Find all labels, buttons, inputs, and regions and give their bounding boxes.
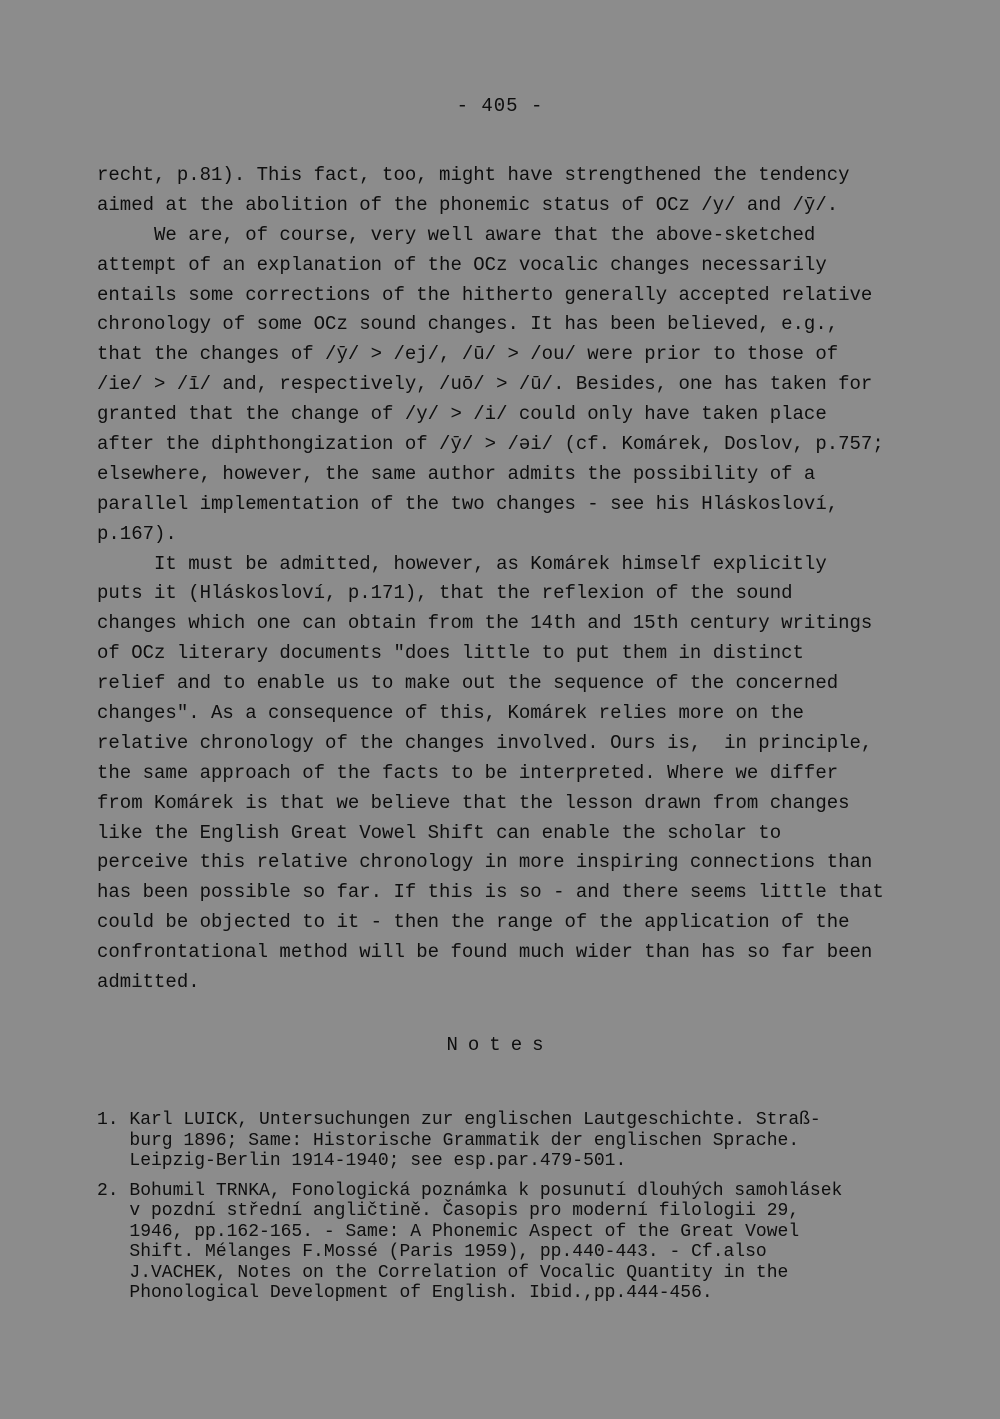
text-line: elsewhere, however, the same author admits the possibility of a: [97, 462, 816, 485]
body-text: [97, 161, 912, 998]
text-line: changes". As a consequence of this, Komárek relies more on the: [97, 702, 804, 725]
note-line: Leipzig-Berlin 1914-1940; see esp.par.479-501.: [97, 1151, 627, 1171]
note-item: [97, 1181, 927, 1304]
text-line: like the English Great Vowel Shift can enable the scholar to: [97, 821, 782, 844]
note-line: J.VACHEK, Notes on the Correlation of Vocalic Quantity in the: [97, 1262, 789, 1283]
text-line: entails some corrections of the hitherto generally accepted relative: [97, 283, 873, 306]
text-line: relief and to enable us to make out the sequence of the concerned: [97, 672, 839, 695]
text-line: attempt of an explanation of the OCz vocalic changes necessarily: [97, 253, 827, 276]
notes-heading: Notes: [446, 1034, 554, 1056]
text-line: perceive this relative chronology in more inspiring connections than: [97, 851, 873, 874]
note-item: [97, 1110, 927, 1172]
text-line: We are, of course, very well aware that the above-sketched: [97, 223, 816, 246]
text-line: puts it (Hláskosloví, p.171), that the reflexion of the sound: [97, 582, 793, 605]
text-line: parallel implementation of the two changes - see his Hláskosloví,: [97, 492, 839, 515]
text-line: confrontational method will be found much wider than has so far been: [97, 941, 873, 964]
text-line: p.167).: [97, 522, 177, 545]
text-line: changes which one can obtain from the 14th and 15th century writings: [97, 612, 873, 635]
text-line: aimed at the abolition of the phonemic status of OCz /y/ and /ȳ/.: [97, 193, 839, 216]
note-line: burg 1896; Same: Historische Grammatik der englischen Sprache.: [97, 1130, 800, 1151]
text-line: the same approach of the facts to be interpreted. Where we differ: [97, 761, 839, 784]
note-line: 1. Karl LUICK, Untersuchungen zur englischen Lautgeschichte. Straß-: [97, 1110, 821, 1130]
text-line: recht, p.81). This fact, too, might have strengthened the tendency: [97, 164, 850, 186]
text-line: granted that the change of /y/ > /i/ could only have taken place: [97, 403, 827, 426]
note-line: Phonological Development of English. Ibid.,pp.444-456.: [97, 1283, 713, 1303]
page-number: - 405 -: [456, 95, 544, 117]
text-line: admitted.: [97, 971, 200, 994]
text-line: could be objected to it - then the range of the application of the: [97, 911, 850, 934]
text-line: It must be admitted, however, as Komárek himself explicitly: [97, 552, 827, 575]
text-line: that the changes of /ȳ/ > /ej/, /ū/ > /ou/ were prior to those of: [97, 343, 839, 366]
notes-list: [97, 1110, 927, 1313]
text-line: has been possible so far. If this is so - and there seems little that: [97, 881, 884, 904]
text-line: /ie/ > /ī/ and, respectively, /uō/ > /ū/. Besides, one has taken for: [97, 373, 873, 396]
note-line: 1946, pp.162-165. - Same: A Phonemic Aspect of the Great Vowel: [97, 1221, 800, 1242]
note-line: 2. Bohumil TRNKA, Fonologická poznámka k posunutí dlouhých samohlásek: [97, 1180, 843, 1201]
note-line: Shift. Mélanges F.Mossé (Paris 1959), pp.440-443. - Cf.also: [97, 1242, 767, 1262]
text-line: from Komárek is that we believe that the lesson drawn from changes: [97, 791, 850, 814]
note-line: v pozdní střední angličtině. Časopis pro moderní filologii 29,: [97, 1201, 800, 1221]
text-line: relative chronology of the changes involved. Ours is, in principle,: [97, 731, 873, 754]
text-line: chronology of some OCz sound changes. It has been believed, e.g.,: [97, 313, 839, 336]
text-line: after the diphthongization of /ȳ/ > /əi/ (cf. Komárek, Doslov, p.757;: [97, 433, 884, 456]
text-line: of OCz literary documents "does little to put them in distinct: [97, 642, 804, 665]
